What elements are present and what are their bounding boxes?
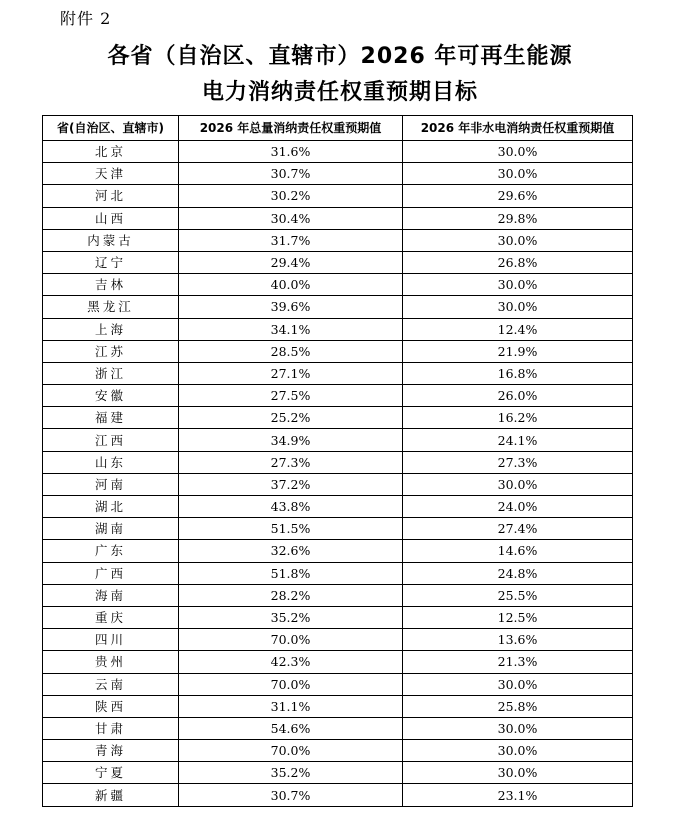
province-cell: 安徽 — [43, 385, 179, 407]
province-cell: 辽宁 — [43, 251, 179, 273]
total-weight-cell: 70.0% — [179, 629, 403, 651]
non-hydro-weight-cell: 16.2% — [403, 407, 633, 429]
total-weight-cell: 29.4% — [179, 251, 403, 273]
table-row — [43, 318, 633, 340]
total-weight-cell: 25.2% — [179, 407, 403, 429]
table-row — [43, 606, 633, 628]
table-row — [43, 362, 633, 384]
non-hydro-weight-cell: 25.5% — [403, 584, 633, 606]
total-weight-cell: 70.0% — [179, 740, 403, 762]
total-weight-cell: 31.1% — [179, 695, 403, 717]
non-hydro-weight-cell: 12.5% — [403, 606, 633, 628]
table-row — [43, 762, 633, 784]
table-row — [43, 784, 633, 806]
province-cell: 四川 — [43, 629, 179, 651]
non-hydro-weight-cell: 26.8% — [403, 251, 633, 273]
total-weight-cell: 37.2% — [179, 473, 403, 495]
non-hydro-weight-cell: 30.0% — [403, 762, 633, 784]
total-weight-cell: 27.3% — [179, 451, 403, 473]
total-weight-cell: 34.9% — [179, 429, 403, 451]
table-row — [43, 651, 633, 673]
total-weight-cell: 34.1% — [179, 318, 403, 340]
table-row — [43, 185, 633, 207]
total-weight-cell: 42.3% — [179, 651, 403, 673]
total-weight-cell: 30.2% — [179, 185, 403, 207]
non-hydro-weight-cell: 30.0% — [403, 229, 633, 251]
table-row — [43, 229, 633, 251]
table-row — [43, 251, 633, 273]
total-weight-cell: 35.2% — [179, 762, 403, 784]
table-row — [43, 540, 633, 562]
table-row — [43, 673, 633, 695]
province-cell: 新疆 — [43, 784, 179, 806]
province-cell: 陕西 — [43, 695, 179, 717]
province-cell: 甘肃 — [43, 717, 179, 739]
table-row — [43, 695, 633, 717]
province-cell: 宁夏 — [43, 762, 179, 784]
non-hydro-weight-cell: 12.4% — [403, 318, 633, 340]
province-cell: 重庆 — [43, 606, 179, 628]
total-weight-cell: 40.0% — [179, 274, 403, 296]
non-hydro-weight-cell: 29.6% — [403, 185, 633, 207]
province-cell: 湖北 — [43, 496, 179, 518]
total-weight-cell: 30.7% — [179, 163, 403, 185]
quota-table — [42, 115, 633, 807]
table-row — [43, 340, 633, 362]
table-row — [43, 407, 633, 429]
province-cell: 天津 — [43, 163, 179, 185]
non-hydro-weight-cell: 27.3% — [403, 451, 633, 473]
total-weight-cell: 35.2% — [179, 606, 403, 628]
table-row — [43, 429, 633, 451]
total-weight-cell: 28.2% — [179, 584, 403, 606]
table-row — [43, 274, 633, 296]
total-weight-cell: 32.6% — [179, 540, 403, 562]
document-title-line-1: 各省（自治区、直辖市）2026 年可再生能源 — [107, 44, 573, 69]
table-row — [43, 451, 633, 473]
province-cell: 山西 — [43, 207, 179, 229]
non-hydro-weight-cell: 30.0% — [403, 296, 633, 318]
non-hydro-weight-cell: 30.0% — [403, 673, 633, 695]
total-weight-cell: 31.6% — [179, 141, 403, 163]
total-weight-cell: 27.1% — [179, 362, 403, 384]
table-row — [43, 562, 633, 584]
non-hydro-weight-cell: 30.0% — [403, 717, 633, 739]
total-weight-cell: 70.0% — [179, 673, 403, 695]
non-hydro-weight-cell: 23.1% — [403, 784, 633, 806]
header-province: 省(自治区、直辖市) — [43, 116, 179, 141]
total-weight-cell: 30.4% — [179, 207, 403, 229]
table-row — [43, 207, 633, 229]
document-title-line-2: 电力消纳责任权重预期目标 — [201, 80, 478, 105]
province-cell: 海南 — [43, 584, 179, 606]
non-hydro-weight-cell: 27.4% — [403, 518, 633, 540]
province-cell: 浙江 — [43, 362, 179, 384]
total-weight-cell: 27.5% — [179, 385, 403, 407]
header-total-weight: 2026 年总量消纳责任权重预期值 — [179, 116, 403, 141]
table-row — [43, 385, 633, 407]
table-row — [43, 496, 633, 518]
non-hydro-weight-cell: 24.1% — [403, 429, 633, 451]
non-hydro-weight-cell: 21.3% — [403, 651, 633, 673]
total-weight-cell: 39.6% — [179, 296, 403, 318]
total-weight-cell: 31.7% — [179, 229, 403, 251]
province-cell: 江西 — [43, 429, 179, 451]
non-hydro-weight-cell: 13.6% — [403, 629, 633, 651]
non-hydro-weight-cell: 14.6% — [403, 540, 633, 562]
table-row — [43, 629, 633, 651]
non-hydro-weight-cell: 21.9% — [403, 340, 633, 362]
non-hydro-weight-cell: 30.0% — [403, 274, 633, 296]
non-hydro-weight-cell: 30.0% — [403, 141, 633, 163]
non-hydro-weight-cell: 30.0% — [403, 163, 633, 185]
province-cell: 云南 — [43, 673, 179, 695]
table-body — [43, 141, 633, 807]
table-row — [43, 296, 633, 318]
header-non-hydro-weight: 2026 年非水电消纳责任权重预期值 — [403, 116, 633, 141]
province-cell: 广西 — [43, 562, 179, 584]
province-cell: 上海 — [43, 318, 179, 340]
non-hydro-weight-cell: 25.8% — [403, 695, 633, 717]
table-row — [43, 518, 633, 540]
province-cell: 黑龙江 — [43, 296, 179, 318]
total-weight-cell: 30.7% — [179, 784, 403, 806]
table-row — [43, 141, 633, 163]
province-cell: 河南 — [43, 473, 179, 495]
table-row — [43, 717, 633, 739]
total-weight-cell: 51.8% — [179, 562, 403, 584]
table-row — [43, 473, 633, 495]
table-row — [43, 584, 633, 606]
attachment-label: 附件 2 — [60, 9, 112, 28]
total-weight-cell: 28.5% — [179, 340, 403, 362]
total-weight-cell: 54.6% — [179, 717, 403, 739]
non-hydro-weight-cell: 30.0% — [403, 473, 633, 495]
province-cell: 北京 — [43, 141, 179, 163]
province-cell: 贵州 — [43, 651, 179, 673]
province-cell: 山东 — [43, 451, 179, 473]
province-cell: 青海 — [43, 740, 179, 762]
table-row — [43, 163, 633, 185]
province-cell: 福建 — [43, 407, 179, 429]
table-header-row — [43, 116, 633, 141]
table-row — [43, 740, 633, 762]
province-cell: 江苏 — [43, 340, 179, 362]
province-cell: 河北 — [43, 185, 179, 207]
non-hydro-weight-cell: 29.8% — [403, 207, 633, 229]
non-hydro-weight-cell: 26.0% — [403, 385, 633, 407]
non-hydro-weight-cell: 24.0% — [403, 496, 633, 518]
total-weight-cell: 43.8% — [179, 496, 403, 518]
non-hydro-weight-cell: 24.8% — [403, 562, 633, 584]
total-weight-cell: 51.5% — [179, 518, 403, 540]
non-hydro-weight-cell: 30.0% — [403, 740, 633, 762]
province-cell: 湖南 — [43, 518, 179, 540]
province-cell: 吉林 — [43, 274, 179, 296]
province-cell: 内蒙古 — [43, 229, 179, 251]
non-hydro-weight-cell: 16.8% — [403, 362, 633, 384]
province-cell: 广东 — [43, 540, 179, 562]
